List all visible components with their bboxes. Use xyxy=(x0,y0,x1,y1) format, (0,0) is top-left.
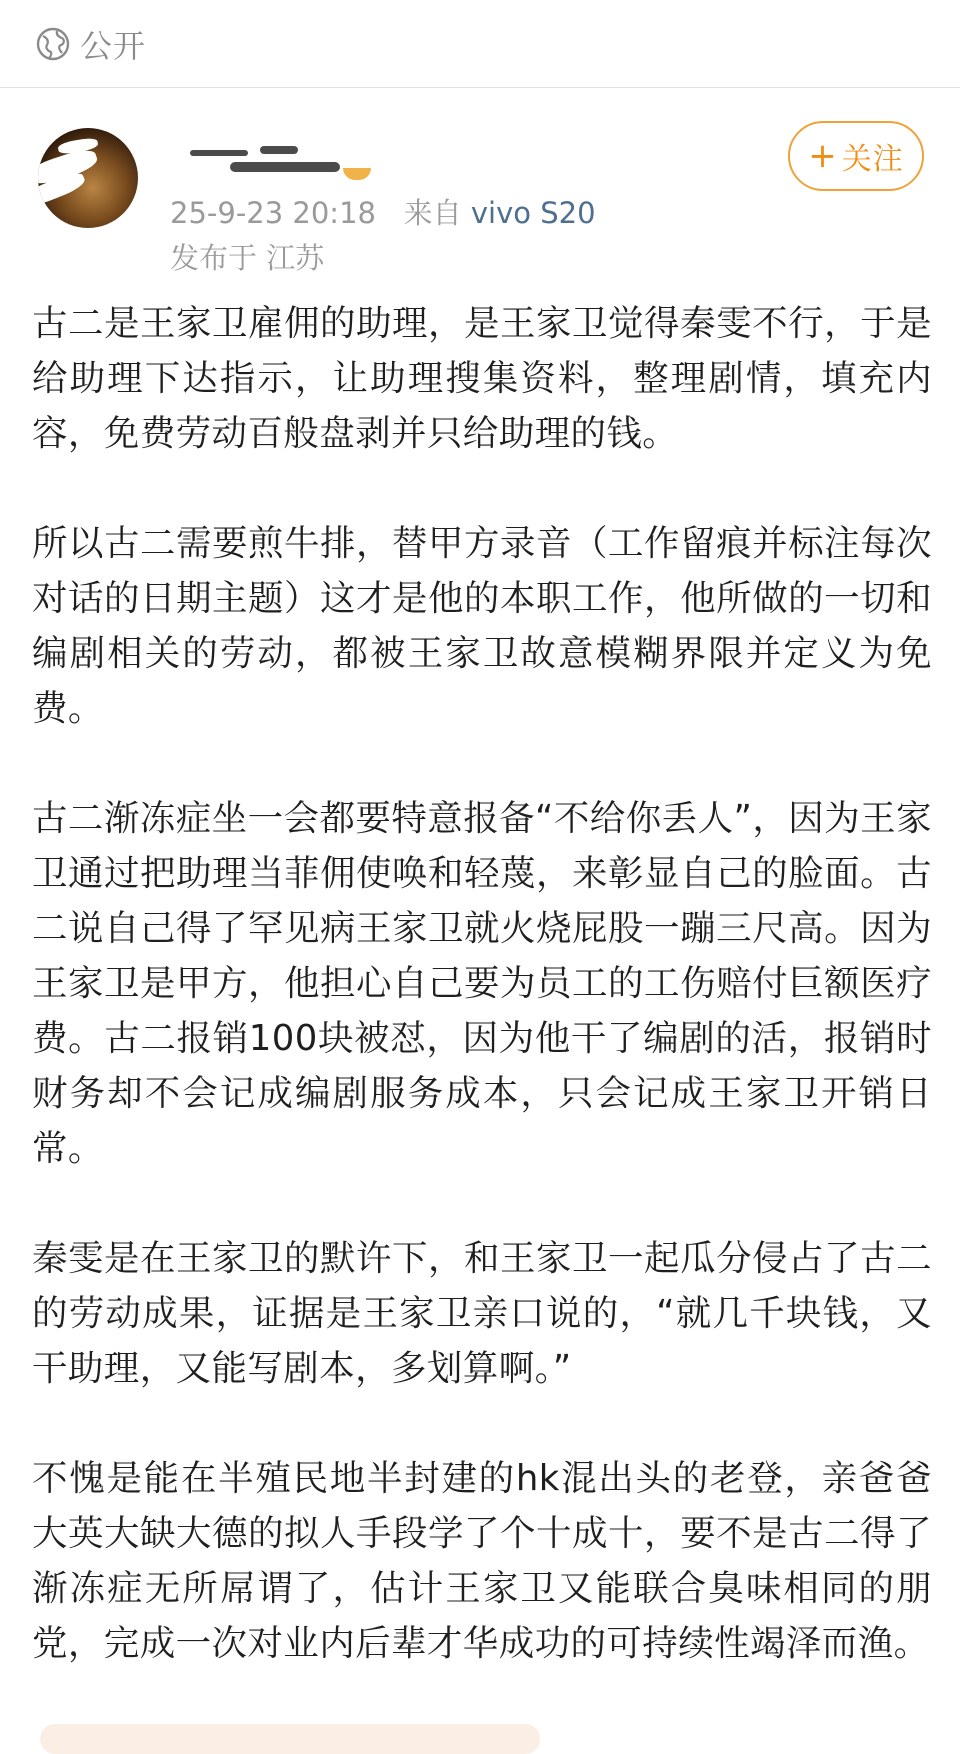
timestamp: 25-9-23 20:18 xyxy=(170,196,376,230)
post-header xyxy=(0,118,960,278)
follow-label: 关注 xyxy=(841,142,904,177)
globe-icon xyxy=(34,25,72,63)
bottom-card-edge xyxy=(40,1724,540,1754)
paragraph: 所以古二需要煎牛排，替甲方录音（工作留痕并标注每次对话的日期主题）这才是他的本职工作，他所做的一切和编剧相关的劳动，都被王家卫故意模糊界限并定义为免费。 xyxy=(32,523,932,729)
location: 发布于 江苏 xyxy=(170,241,325,275)
source-prefix: 来自 xyxy=(403,196,462,230)
paragraph: 古二是王家卫雇佣的助理，是王家卫觉得秦雯不行，于是给助理下达指示，让助理搜集资料，整理剧情，填充内容，免费劳动百般盘剥并只给助理的钱。 xyxy=(32,303,932,454)
follow-button[interactable] xyxy=(788,121,924,191)
visibility-bar xyxy=(0,0,960,88)
plus-icon: + xyxy=(808,136,838,176)
paragraph: 秦雯是在王家卫的默许下，和王家卫一起瓜分侵占了古二的劳动成果，证据是王家卫亲口说的，“就几千块钱，又干助理，又能写剧本，多划算啊。” xyxy=(32,1238,932,1389)
paragraph: 古二渐冻症坐一会都要特意报备“不给你丢人”，因为王家卫通过把助理当菲佣使唤和轻蔑，来彰显自己的脸面。古二说自己得了罕见病王家卫就火烧屁股一蹦三尺高。因为王家卫是甲方，他担心自己要为员工的工伤赔付巨额医疗费。古二报销100块被怼，因为他干了编剧的活，报销时财务却不会记成编剧服务成本，只会记成王家卫开销日常。 xyxy=(32,798,932,1169)
post-meta xyxy=(170,191,596,232)
device-link[interactable]: vivo S20 xyxy=(470,196,596,230)
paragraph: 不愧是能在半殖民地半封建的hk混出头的老登，亲爸爸大英大缺大德的拟人手段学了个十成十，要不是古二得了渐冻症无所屌谓了，估计王家卫又能联合臭味相同的朋党，完成一次对业内后辈才华成功的可持续性竭泽而渔。 xyxy=(32,1458,932,1664)
visibility-label: 公开 xyxy=(80,26,147,65)
username-redacted[interactable] xyxy=(160,138,380,178)
avatar[interactable] xyxy=(38,128,138,228)
vip-badge-icon xyxy=(343,168,371,180)
post-body xyxy=(32,296,932,1726)
